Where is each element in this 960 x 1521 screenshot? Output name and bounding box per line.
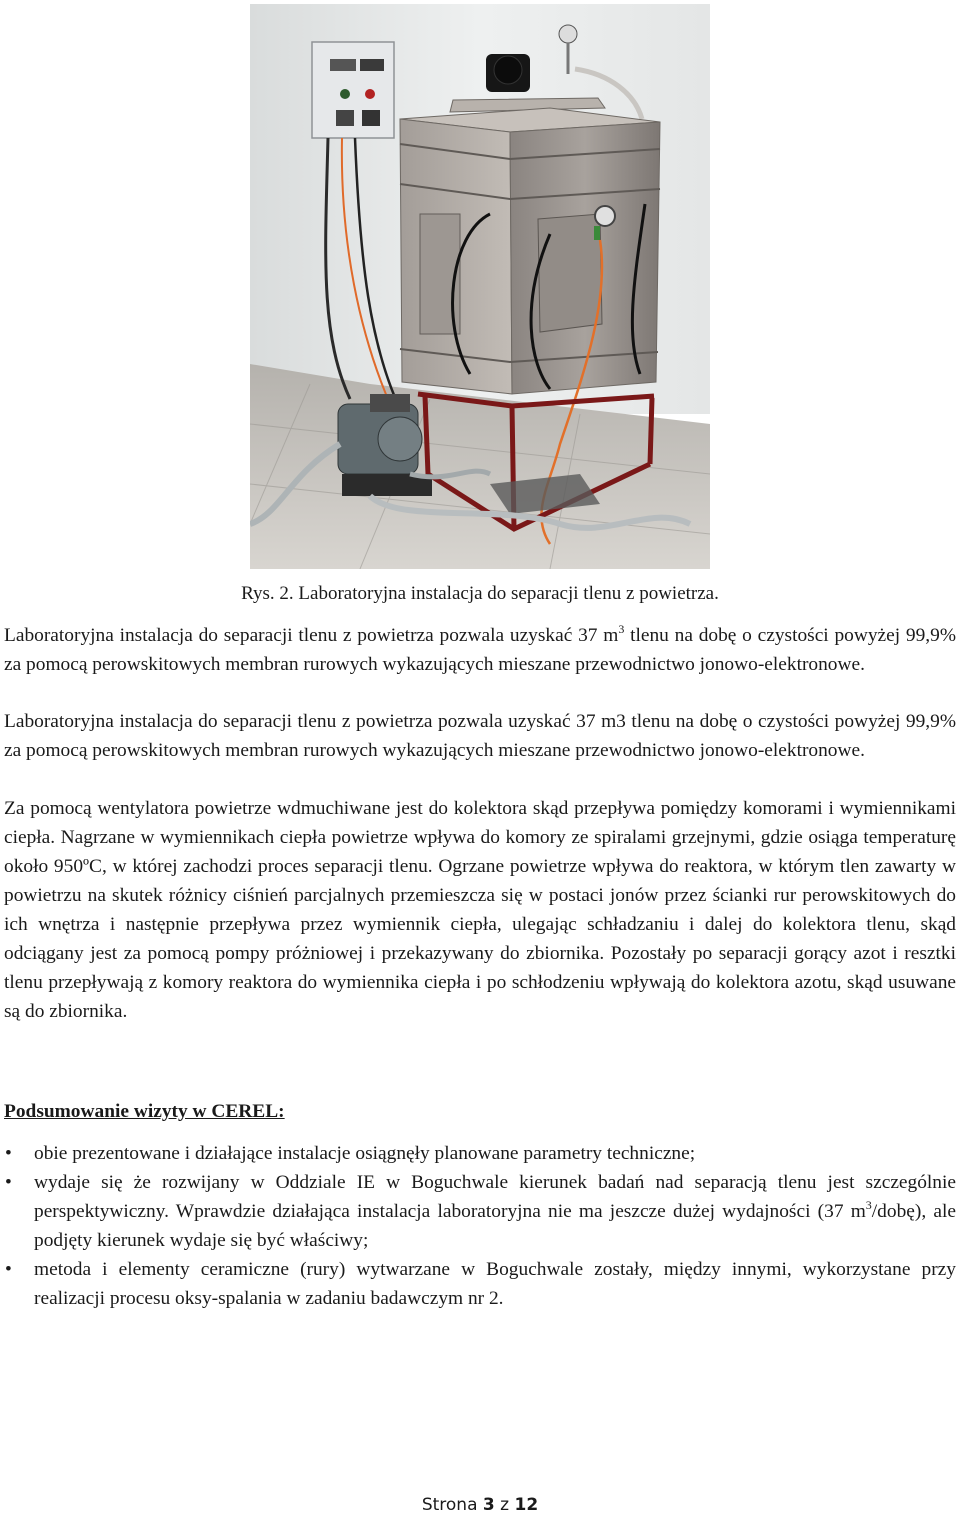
summary-item-1-text: obie prezentowane i działające instalacje osiągnęły planowane parametry techniczne; (34, 1143, 696, 1164)
paragraph-3 (4, 794, 956, 1026)
paragraph-2 (4, 707, 956, 765)
summary-list (4, 1139, 956, 1313)
paragraph-3-text: Za pomocą wentylatora powietrze wdmuchiwane jest do kolektora skąd przepływa pomiędzy komorami i wymiennikami ciepła. Nagrzane w wymiennikach ciepła powietrze wpływa do komory ze spiralami grzejnymi, gdzie osiąga temperaturę około 950ºC, w której zachodzi proces separacji tlenu. Ogrzane powietrze wpływa do reaktora, w którym tlen zawarty w powietrzu na skutek różnicy ciśnień parcjalnych przemieszcza się w postaci jonów przez ścianki rur perowskitowych do ich wnętrza i następnie przepływa przez wymiennik ciepła, ulegając schładzaniu i dalej do kolektora tlenu, skąd odciągany jest za pomocą pompy próżniowej i przekazywany do zbiornika. Pozostały po separacji gorący azot i resztki tlenu przepływają z komory reaktora do wymiennika ciepła i po schłodzeniu wpływają do kolektora azotu, skąd usuwane są do zbiornika. (4, 798, 956, 1022)
bullet-icon: • (5, 1172, 12, 1193)
footer-label: Strona (421, 1495, 478, 1515)
summary-item-2-superscript: 3 (865, 1197, 872, 1212)
list-item (4, 1139, 956, 1168)
bullet-icon: • (5, 1143, 12, 1164)
list-item (4, 1255, 956, 1313)
paragraph-1-text-a: Laboratoryjna instalacja do separacji tlenu z powietrza pozwala uzyskać 37 m (4, 625, 619, 646)
paragraph-1 (4, 621, 956, 679)
figure-photo (250, 4, 710, 569)
oxygen-separation-apparatus-image (250, 4, 710, 569)
bullet-icon: • (5, 1259, 12, 1280)
footer-total-pages: 12 (514, 1495, 539, 1515)
footer-current-page: 3 (482, 1495, 495, 1515)
figure-caption: Rys. 2. Laboratoryjna instalacja do separacji tlenu z powietrza. (241, 583, 719, 604)
summary-item-2-text-b: /dobę), ale podjęty kierunek wydaje się być właściwy; (34, 1201, 956, 1251)
page-footer (0, 1494, 960, 1516)
summary-item-2-text-a: wydaje się że rozwijany w Oddziale IE w Boguchwale kierunek badań nad separacją tlenu jest szczególnie perspektywiczny. Wprawdzie działająca instalacja laboratoryjna nie ma jeszcze dużej wydajności (37 m (34, 1172, 956, 1222)
paragraph-2-text: Laboratoryjna instalacja do separacji tlenu z powietrza pozwala uzyskać 37 m3 tlenu na dobę o czystości powyżej 99,9% za pomocą perowskitowych membran rurowych wykazujących mieszane przewodnictwo jonowo-elektronowe. (4, 711, 956, 761)
paragraph-1-text-b: tlenu na dobę o czystości powyżej 99,9% za pomocą perowskitowych membran rurowych wykazujących mieszane przewodnictwo jonowo-elektronowe. (4, 625, 956, 675)
summary-heading: Podsumowanie wizyty w CEREL: (4, 1101, 285, 1122)
paragraph-1-superscript: 3 (618, 621, 625, 636)
list-item (4, 1168, 956, 1255)
summary-item-3-text: metoda i elementy ceramiczne (rury) wytwarzane w Boguchwale zostały, między innymi, wykorzystane przy realizacji procesu oksy-spalania w zadaniu badawczym nr 2. (34, 1259, 956, 1309)
footer-separator: z (500, 1495, 510, 1515)
